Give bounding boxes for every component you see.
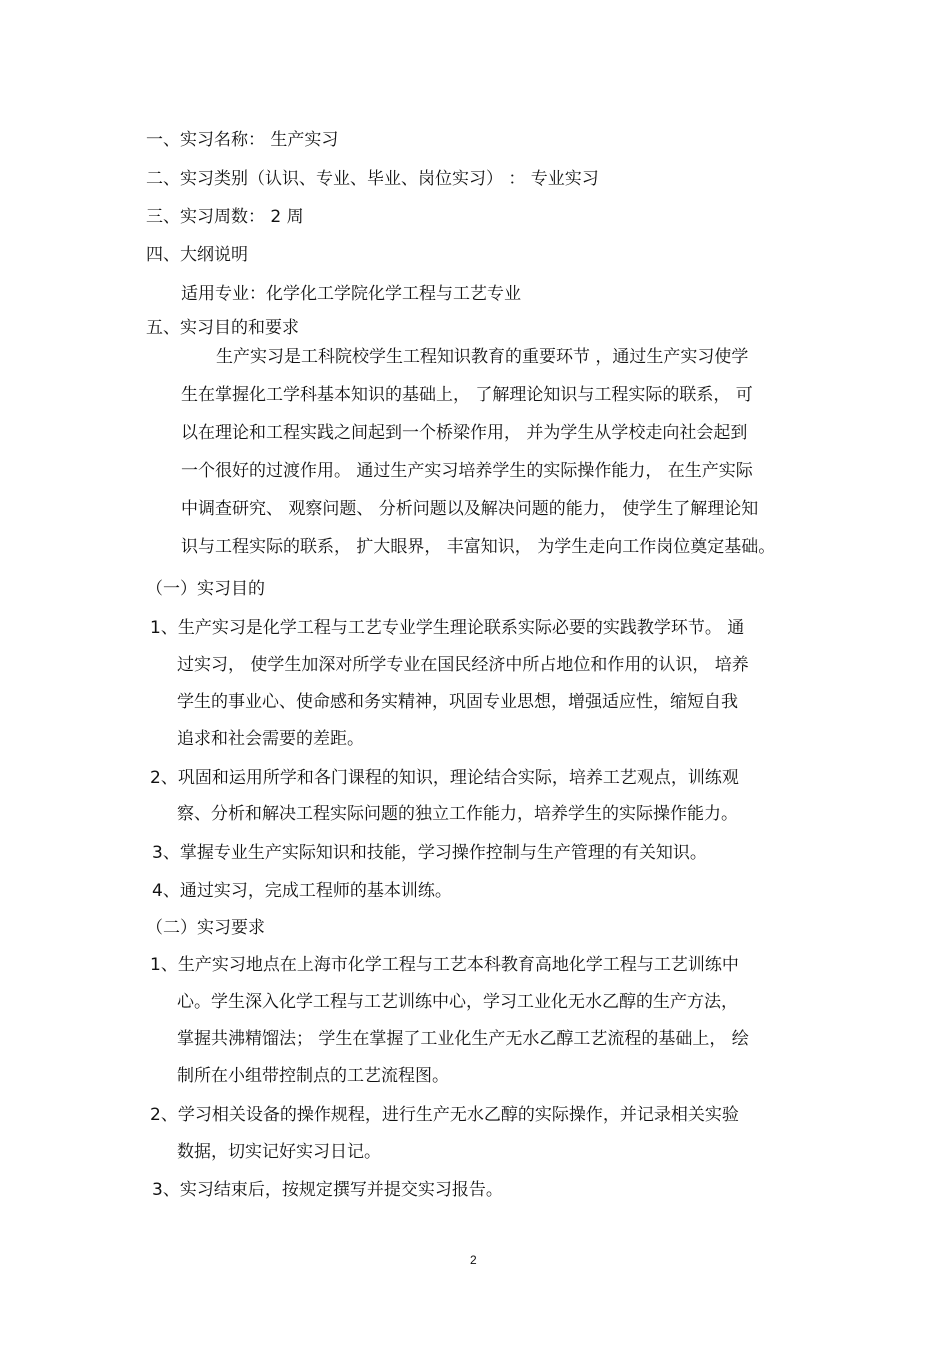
section-heading-purpose: （一）实习目的 bbox=[146, 579, 265, 599]
purpose-requirements-heading: 五、实习目的和要求 bbox=[146, 318, 299, 338]
section-heading-requirements: （二）实习要求 bbox=[146, 918, 265, 938]
practice-weeks-line: 三、实习周数： 2 周 bbox=[146, 207, 304, 227]
list-item-1-line: 追求和社会需要的差距。 bbox=[177, 729, 364, 749]
practice-name-line: 一、实习名称： 生产实习 bbox=[146, 130, 339, 150]
paragraph-line: 生在掌握化工学科基本知识的基础上， 了解理论知识与工程实际的联系， 可 bbox=[181, 385, 753, 405]
requirement-1-line: 心。学生深入化学工程与工艺训练中心，学习工业化无水乙醇的生产方法， bbox=[177, 992, 738, 1012]
list-item-1-line: 1、生产实习是化学工程与工艺专业学生理论联系实际必要的实践教学环节。 通 bbox=[150, 618, 745, 638]
requirement-1-line: 制所在小组带控制点的工艺流程图。 bbox=[177, 1066, 449, 1086]
list-item-3-line: 3、掌握专业生产实际知识和技能，学习操作控制与生产管理的有关知识。 bbox=[152, 843, 707, 863]
requirement-2-line: 2、学习相关设备的操作规程，进行生产无水乙醇的实际操作，并记录相关实验 bbox=[150, 1105, 739, 1125]
outline-heading: 四、大纲说明 bbox=[146, 245, 248, 265]
list-item-1-line: 过实习， 使学生加深对所学专业在国民经济中所占地位和作用的认识， 培养 bbox=[177, 655, 749, 675]
paragraph-line: 识与工程实际的联系， 扩大眼界， 丰富知识， 为学生走向工作岗位奠定基础。 bbox=[181, 537, 776, 557]
paragraph-line: 以在理论和工程实践之间起到一个桥梁作用， 并为学生从学校走向社会起到 bbox=[181, 423, 748, 443]
list-item-4-line: 4、通过实习，完成工程师的基本训练。 bbox=[152, 881, 452, 901]
paragraph-line: 中调查研究、 观察问题、 分析问题以及解决问题的能力， 使学生了解理论知 bbox=[181, 499, 759, 519]
list-item-2-line: 察、分析和解决工程实际问题的独立工作能力，培养学生的实际操作能力。 bbox=[177, 804, 738, 824]
paragraph-line: 一个很好的过渡作用。 通过生产实习培养学生的实际操作能力， 在生产实际 bbox=[181, 461, 753, 481]
requirement-2-line: 数据，切实记好实习日记。 bbox=[177, 1142, 381, 1162]
practice-category-line: 二、实习类别（认识、专业、毕业、岗位实习） ： 专业实习 bbox=[146, 169, 599, 189]
requirement-1-line: 1、生产实习地点在上海市化学工程与工艺本科教育高地化学工程与工艺训练中 bbox=[150, 955, 739, 975]
requirement-1-line: 掌握共沸精馏法； 学生在掌握了工业化生产无水乙醇工艺流程的基础上， 绘 bbox=[177, 1029, 749, 1049]
list-item-2-line: 2、巩固和运用所学和各门课程的知识，理论结合实际，培养工艺观点，训练观 bbox=[150, 768, 739, 788]
page-number: 2 bbox=[470, 1253, 477, 1267]
paragraph-line: 生产实习是工科院校学生工程知识教育的重要环节 ，通过生产实习使学 bbox=[216, 347, 749, 367]
list-item-1-line: 学生的事业心、使命感和务实精神，巩固专业思想，增强适应性，缩短自我 bbox=[177, 692, 738, 712]
applicable-major-line: 适用专业：化学化工学院化学工程与工艺专业 bbox=[181, 284, 521, 304]
requirement-3-line: 3、实习结束后，按规定撰写并提交实习报告。 bbox=[152, 1180, 503, 1200]
